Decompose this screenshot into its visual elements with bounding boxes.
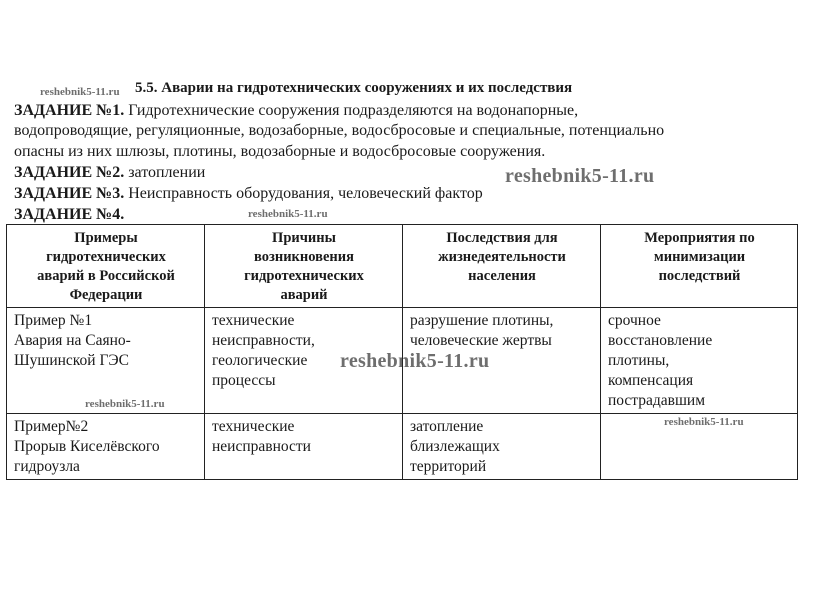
task1-text: Гидротехнические сооружения подразделяются на водонапорные, <box>124 102 579 119</box>
header-causes: Причины возникновения гидротехнических аварий <box>205 225 403 308</box>
task2-text: затоплении <box>124 164 206 181</box>
cell-example: Пример№2 Прорыв Киселёвского гидроузла <box>7 414 205 480</box>
task1-label: ЗАДАНИЕ №1. <box>14 102 125 119</box>
watermark: reshebnik5-11.ru <box>505 165 655 187</box>
task1-line1 <box>14 101 578 121</box>
task2-label: ЗАДАНИЕ №2. <box>14 164 125 181</box>
cell-measures: срочное восстановление плотины, компенсация пострадавшим <box>601 308 798 414</box>
header-examples: Примеры гидротехнических аварий в Российской Федерации <box>7 225 205 308</box>
cell-consequences: затопление близлежащих территорий <box>403 414 601 480</box>
watermark: reshebnik5-11.ru <box>340 350 490 372</box>
table-header-row <box>7 225 798 308</box>
header-measures: Мероприятия по минимизации последствий <box>601 225 798 308</box>
task3-label: ЗАДАНИЕ №3. <box>14 185 125 202</box>
cell-measures <box>601 414 798 480</box>
header-consequences: Последствия для жизнедеятельности населения <box>403 225 601 308</box>
task1-line3: опасны из них шлюзы, плотины, водозаборные и водосбросовые сооружения. <box>14 143 546 160</box>
cell-causes: технические неисправности, геологические процессы <box>205 308 403 414</box>
task2 <box>14 163 205 183</box>
watermark: reshebnik5-11.ru <box>85 398 165 410</box>
table-row <box>7 308 798 414</box>
watermark: reshebnik5-11.ru <box>248 208 328 220</box>
task3-text: Неисправность оборудования, человеческий фактор <box>124 185 483 202</box>
cell-causes: технические неисправности <box>205 414 403 480</box>
watermark: reshebnik5-11.ru <box>664 416 744 428</box>
task4 <box>14 205 124 225</box>
task1-line2: водопроводящие, регуляционные, водозаборные, водосбросовые и специальные, потенциально <box>14 122 665 139</box>
task3 <box>14 184 483 204</box>
accidents-table <box>6 224 798 480</box>
section-title: 5.5. Аварии на гидротехнических сооружениях и их последствия <box>135 80 573 96</box>
cell-example: Пример №1 Авария на Саяно- Шушинской ГЭС <box>7 308 205 414</box>
table-row <box>7 414 798 480</box>
task4-label: ЗАДАНИЕ №4. <box>14 206 125 223</box>
watermark: reshebnik5-11.ru <box>40 86 120 98</box>
cell-consequences: разрушение плотины, человеческие жертвы <box>403 308 601 414</box>
